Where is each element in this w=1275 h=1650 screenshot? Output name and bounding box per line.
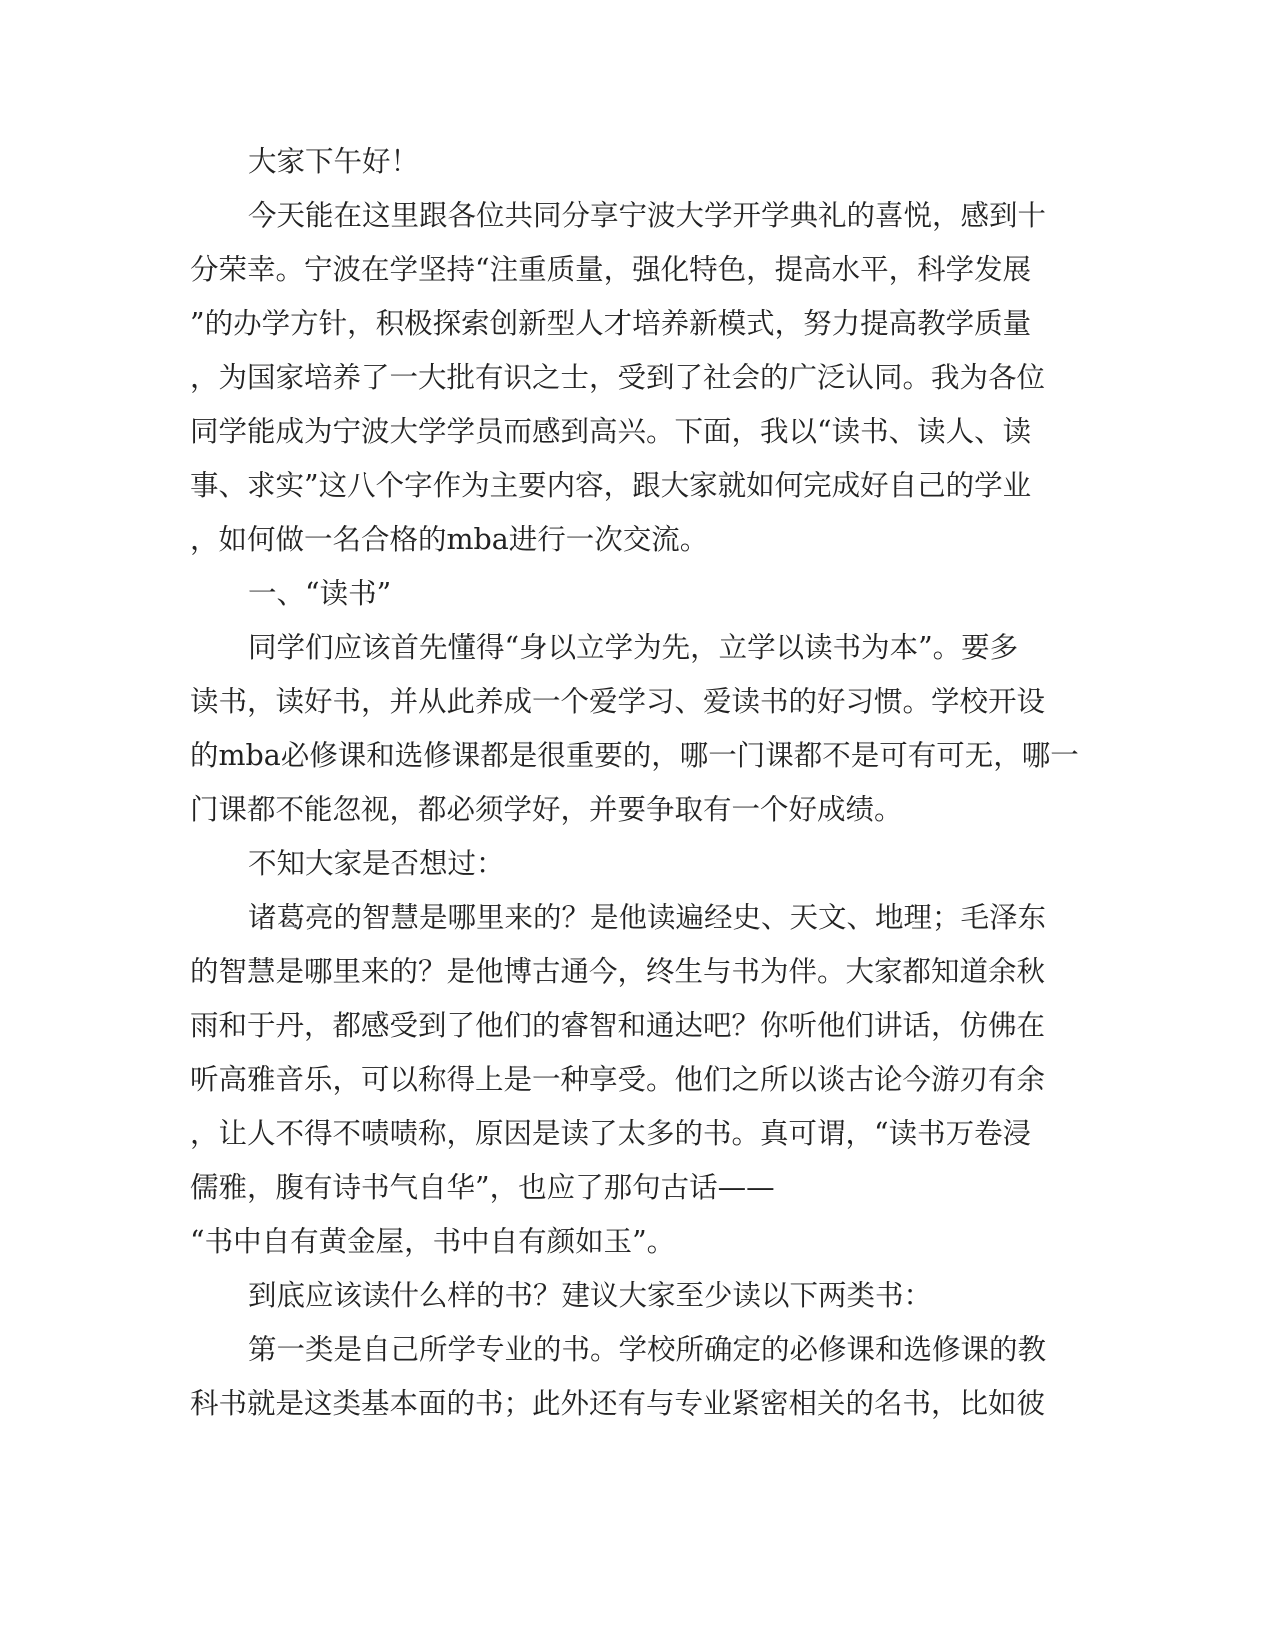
paragraph-line: 事、求实”这八个字作为主要内容，跟大家就如何完成好自己的学业 [190, 469, 1032, 502]
quote-line: “书中自有黄金屋，书中自有颜如玉”。 [190, 1225, 676, 1258]
paragraph-line: ，为国家培养了一大批有识之士，受到了社会的广泛认同。我为各位 [190, 361, 1046, 394]
paragraph-line: 的智慧是哪里来的？是他博古通今，终生与书为伴。大家都知道余秋 [190, 955, 1046, 988]
paragraph-line: 科书就是这类基本面的书；此外还有与专业紧密相关的名书，比如彼 [190, 1387, 1046, 1420]
paragraph-line: 读书，读好书，并从此养成一个爱学习、爱读书的好习惯。学校开设 [190, 685, 1046, 718]
paragraph-line: 今天能在这里跟各位共同分享宁波大学开学典礼的喜悦，感到十 [248, 199, 1047, 232]
paragraph-line: 同学们应该首先懂得“身以立学为先，立学以读书为本”。要多 [248, 631, 1019, 664]
paragraph-line: 儒雅，腹有诗书气自华”，也应了那句古话—— [190, 1171, 775, 1204]
section-heading: 一、“读书” [248, 577, 392, 610]
paragraph-line: 门课都不能忽视，都必须学好，并要争取有一个好成绩。 [190, 793, 903, 826]
paragraph-line: 分荣幸。宁波在学坚持“注重质量，强化特色，提高水平，科学发展 [190, 253, 1032, 286]
paragraph-line: 雨和于丹，都感受到了他们的睿智和通达吧？你听他们讲话，仿佛在 [190, 1009, 1046, 1042]
paragraph-line: 第一类是自己所学专业的书。学校所确定的必修课和选修课的教 [248, 1333, 1047, 1366]
paragraph-line: 的mba必修课和选修课都是很重要的，哪一门课都不是可有可无，哪一 [190, 739, 1079, 772]
paragraph-line: 到底应该读什么样的书？建议大家至少读以下两类书： [248, 1279, 933, 1312]
paragraph-line: ，如何做一名合格的mba进行一次交流。 [190, 523, 709, 556]
paragraph-line: ，让人不得不啧啧称，原因是读了太多的书。真可谓，“读书万卷浸 [190, 1117, 1032, 1150]
paragraph-line: 同学能成为宁波大学学员而感到高兴。下面，我以“读书、读人、读 [190, 415, 1032, 448]
paragraph-line: 诸葛亮的智慧是哪里来的？是他读遍经史、天文、地理；毛泽东 [248, 901, 1047, 934]
greeting-line: 大家下午好！ [248, 145, 420, 178]
paragraph-line: 听高雅音乐，可以称得上是一种享受。他们之所以谈古论今游刃有余 [190, 1063, 1046, 1096]
paragraph-line: ”的办学方针，积极探索创新型人才培养新模式，努力提高教学质量 [190, 307, 1032, 340]
paragraph-line: 不知大家是否想过： [248, 847, 505, 880]
